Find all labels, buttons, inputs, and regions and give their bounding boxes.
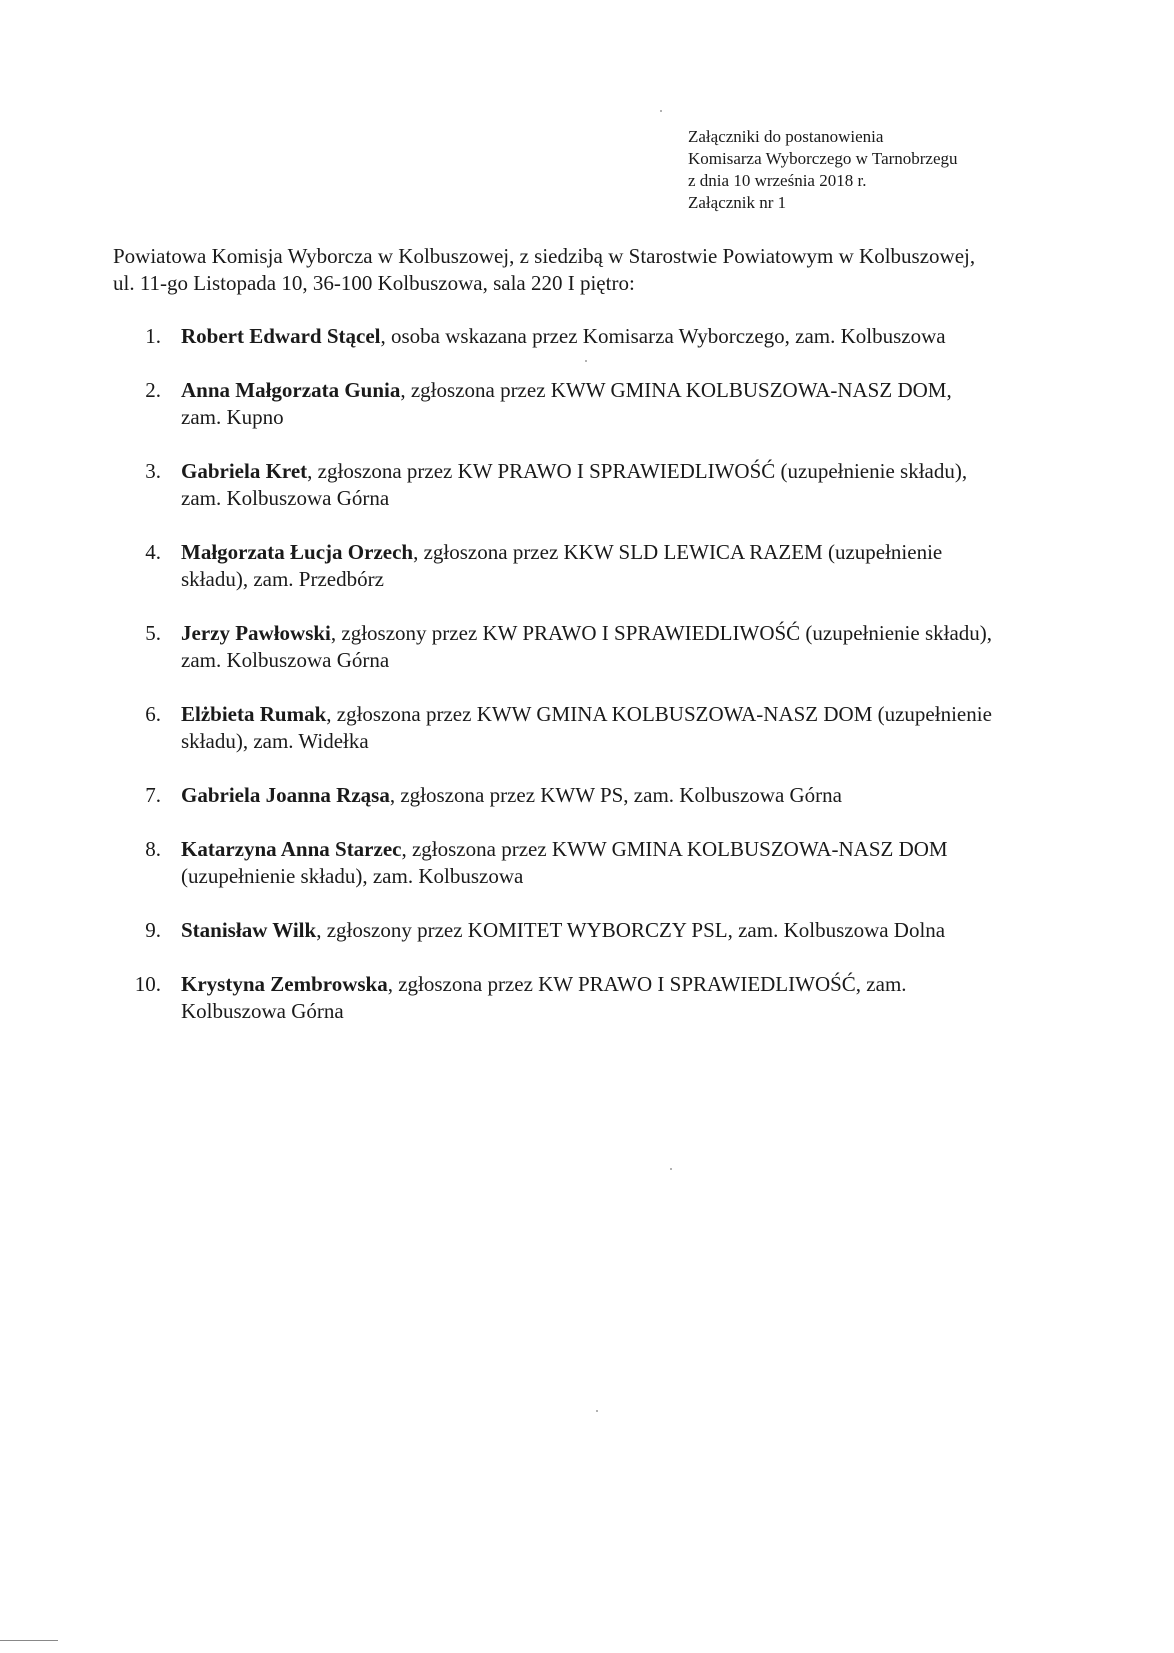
list-item bbox=[113, 323, 993, 350]
member-name: Gabriela Kret bbox=[181, 459, 308, 483]
scan-edge-line bbox=[0, 1640, 58, 1641]
member-name: Robert Edward Stącel bbox=[181, 324, 381, 348]
item-number: 6. bbox=[145, 702, 161, 726]
member-details: , zgłoszona przez KWW GMINA KOLBUSZOWA-NASZ DOM (uzupełnienie składu), zam. Widełka bbox=[181, 702, 992, 753]
list-item bbox=[113, 620, 993, 674]
scan-speck bbox=[585, 360, 587, 362]
member-name: Krystyna Zembrowska bbox=[181, 972, 388, 996]
header-line: Komisarza Wyborczego w Tarnobrzegu bbox=[688, 149, 958, 168]
list-item bbox=[113, 377, 993, 431]
member-name: Gabriela Joanna Rząsa bbox=[181, 783, 390, 807]
member-name: Jerzy Pawłowski bbox=[181, 621, 331, 645]
list-item bbox=[113, 836, 993, 890]
scan-speck bbox=[596, 1410, 598, 1412]
item-number: 3. bbox=[145, 459, 161, 483]
list-item bbox=[113, 971, 993, 1025]
member-name: Stanisław Wilk bbox=[181, 918, 317, 942]
item-number: 7. bbox=[145, 783, 161, 807]
item-number: 5. bbox=[145, 621, 161, 645]
item-number: 2. bbox=[145, 378, 161, 402]
item-number: 4. bbox=[145, 540, 161, 564]
item-number: 1. bbox=[145, 324, 161, 348]
header-line: z dnia 10 września 2018 r. bbox=[688, 171, 867, 190]
member-details: , zgłoszona przez KKW SLD LEWICA RAZEM (uzupełnienie składu), zam. Przedbórz bbox=[181, 540, 943, 591]
member-name: Katarzyna Anna Starzec bbox=[181, 837, 402, 861]
member-details: , zgłoszona przez KW PRAWO I SPRAWIEDLIWOŚĆ (uzupełnienie składu), zam. Kolbuszowa Górna bbox=[181, 459, 968, 510]
item-number: 9. bbox=[145, 918, 161, 942]
member-details: , zgłoszona przez KWW GMINA KOLBUSZOWA-NASZ DOM, zam. Kupno bbox=[181, 378, 952, 429]
list-item bbox=[113, 458, 993, 512]
member-name: Anna Małgorzata Gunia bbox=[181, 378, 401, 402]
member-name: Elżbieta Rumak bbox=[181, 702, 327, 726]
member-details: , zgłoszona przez KWW GMINA KOLBUSZOWA-NASZ DOM (uzupełnienie składu), zam. Kolbuszowa bbox=[181, 837, 948, 888]
list-item bbox=[113, 782, 993, 809]
list-item bbox=[113, 539, 993, 593]
member-details: , zgłoszony przez KOMITET WYBORCZY PSL, zam. Kolbuszowa Dolna bbox=[316, 918, 946, 942]
item-number: 8. bbox=[145, 837, 161, 861]
list-item bbox=[113, 701, 993, 755]
item-number: 10. bbox=[134, 972, 161, 996]
commission-intro: Powiatowa Komisja Wyborcza w Kolbuszowej, z siedzibą w Starostwie Powiatowym w Kolbuszowej, ul. 11-go Listopada 10, 36-100 Kolbuszowa, sala 220 I piętro: bbox=[113, 244, 976, 295]
header-line: Załącznik nr 1 bbox=[688, 193, 787, 212]
member-name: Małgorzata Łucja Orzech bbox=[181, 540, 414, 564]
scan-speck bbox=[660, 110, 662, 112]
list-item bbox=[113, 917, 993, 944]
members-list bbox=[113, 323, 993, 1052]
attachment-header bbox=[688, 126, 1018, 214]
header-line: Załączniki do postanowienia bbox=[688, 127, 884, 146]
member-details: , zgłoszona przez KWW PS, zam. Kolbuszowa Górna bbox=[389, 783, 842, 807]
member-details: , zgłoszona przez KW PRAWO I SPRAWIEDLIWOŚĆ, zam. Kolbuszowa Górna bbox=[181, 972, 907, 1023]
member-details: , zgłoszony przez KW PRAWO I SPRAWIEDLIWOŚĆ (uzupełnienie składu), zam. Kolbuszowa Górna bbox=[181, 621, 993, 672]
scan-speck bbox=[670, 1168, 672, 1170]
member-details: , osoba wskazana przez Komisarza Wyborczego, zam. Kolbuszowa bbox=[380, 324, 946, 348]
